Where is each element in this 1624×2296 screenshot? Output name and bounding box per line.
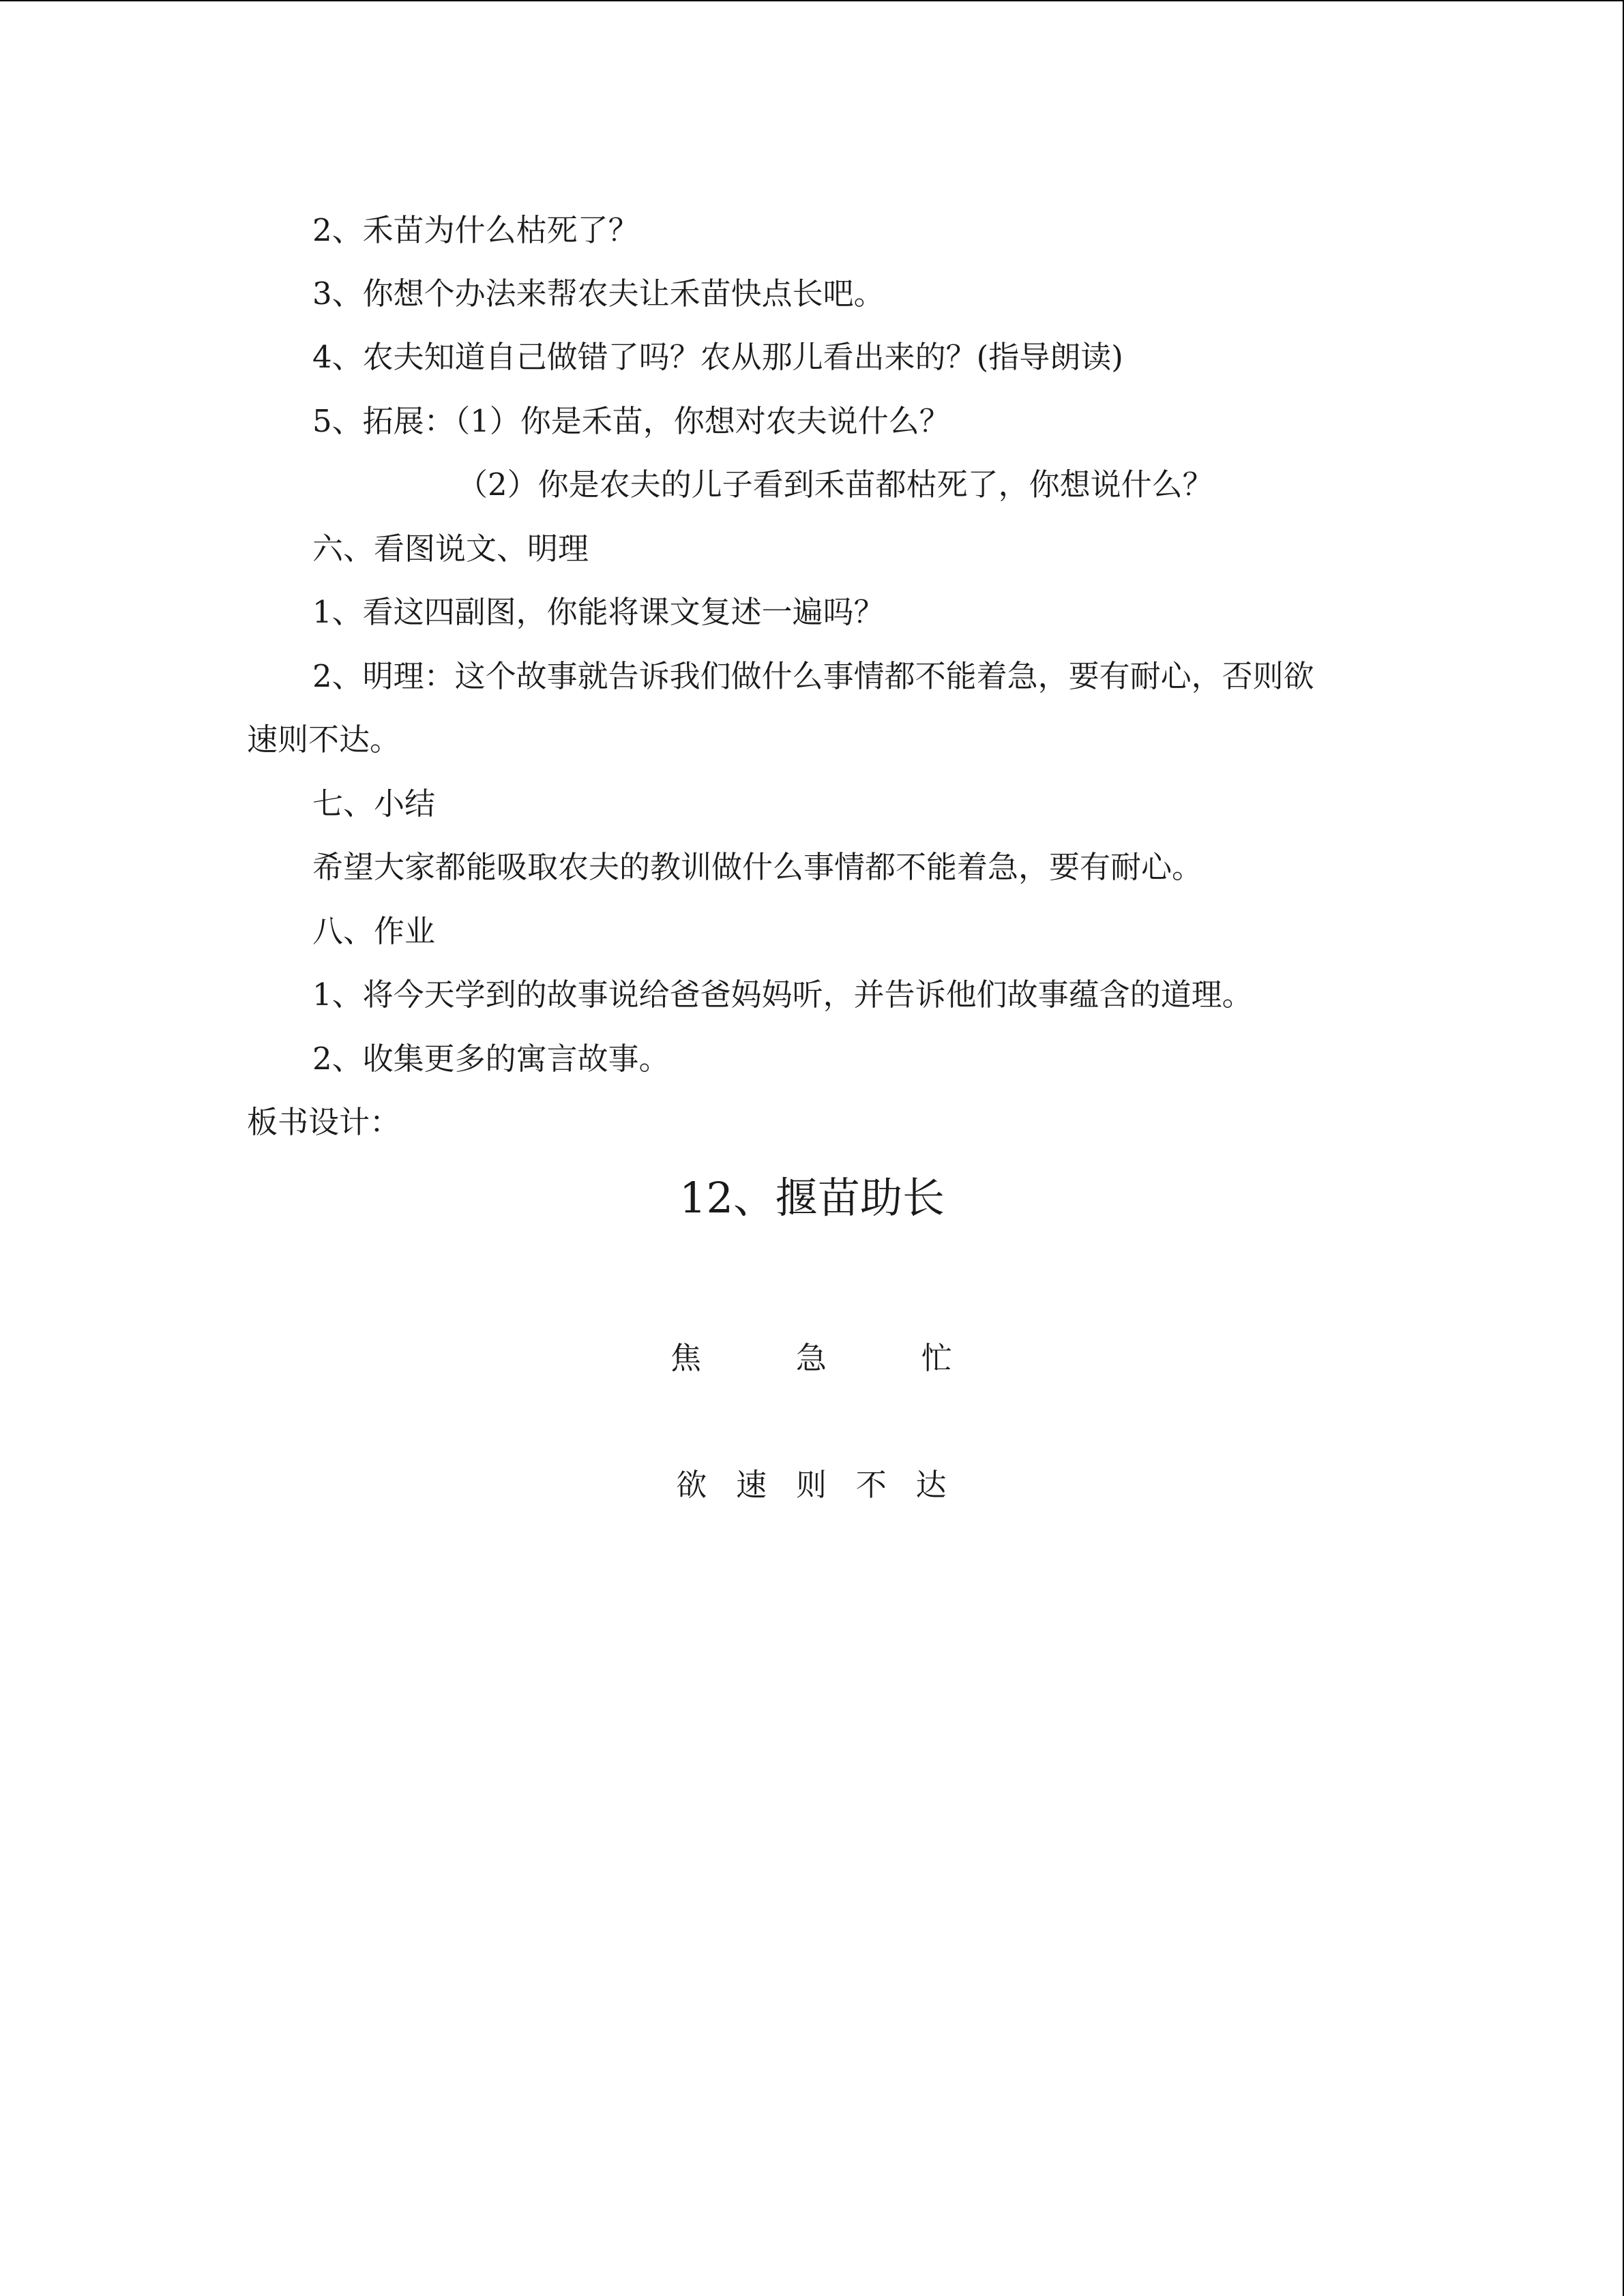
text-line: 希望大家都能吸取农夫的教训做什么事情都不能着急，要有耐心。: [312, 849, 1203, 885]
text-line: 速则不达。: [247, 721, 401, 758]
board-row-1: [0, 1339, 1624, 1377]
section-heading: 板书设计：: [247, 1104, 401, 1140]
board-word: 速: [736, 1467, 769, 1503]
text-line: 2、禾苗为什么枯死了？: [312, 212, 639, 248]
text-line: 1、将今天学到的故事说给爸爸妈妈听，并告诉他们故事蕴含的道理。: [312, 976, 1253, 1013]
text-line: 1、看这四副图，你能将课文复述一遍吗？: [312, 594, 885, 630]
text-line: 2、明理：这个故事就告诉我们做什么事情都不能着急，要有耐心，否则欲: [312, 658, 1314, 694]
board-row-2: [0, 1466, 1624, 1504]
board-title: 12、揠苗助长: [679, 1173, 945, 1223]
text-line: （2）你是农夫的儿子看到禾苗都枯死了，你想说什么？: [457, 466, 1213, 503]
section-heading: 八、作业: [312, 913, 436, 949]
board-word: 忙: [921, 1340, 954, 1376]
board-word: 则: [795, 1467, 829, 1503]
board-word: 不: [855, 1467, 888, 1503]
board-word: 达: [915, 1467, 948, 1503]
text-line: 5、拓展：（1）你是禾苗，你想对农夫说什么？: [312, 403, 950, 439]
text-line: 2、收集更多的寓言故事。: [312, 1041, 670, 1077]
text-line: 4、农夫知道自己做错了吗？农从那儿看出来的？(指导朗读): [312, 339, 1123, 375]
text-line: 3、你想个办法来帮农夫让禾苗快点长吧。: [312, 275, 885, 312]
section-heading: 六、看图说文、明理: [312, 531, 589, 567]
section-heading: 七、小结: [312, 786, 436, 822]
board-word: 焦: [670, 1340, 703, 1376]
board-word: 欲: [676, 1467, 709, 1503]
board-word: 急: [795, 1340, 829, 1376]
